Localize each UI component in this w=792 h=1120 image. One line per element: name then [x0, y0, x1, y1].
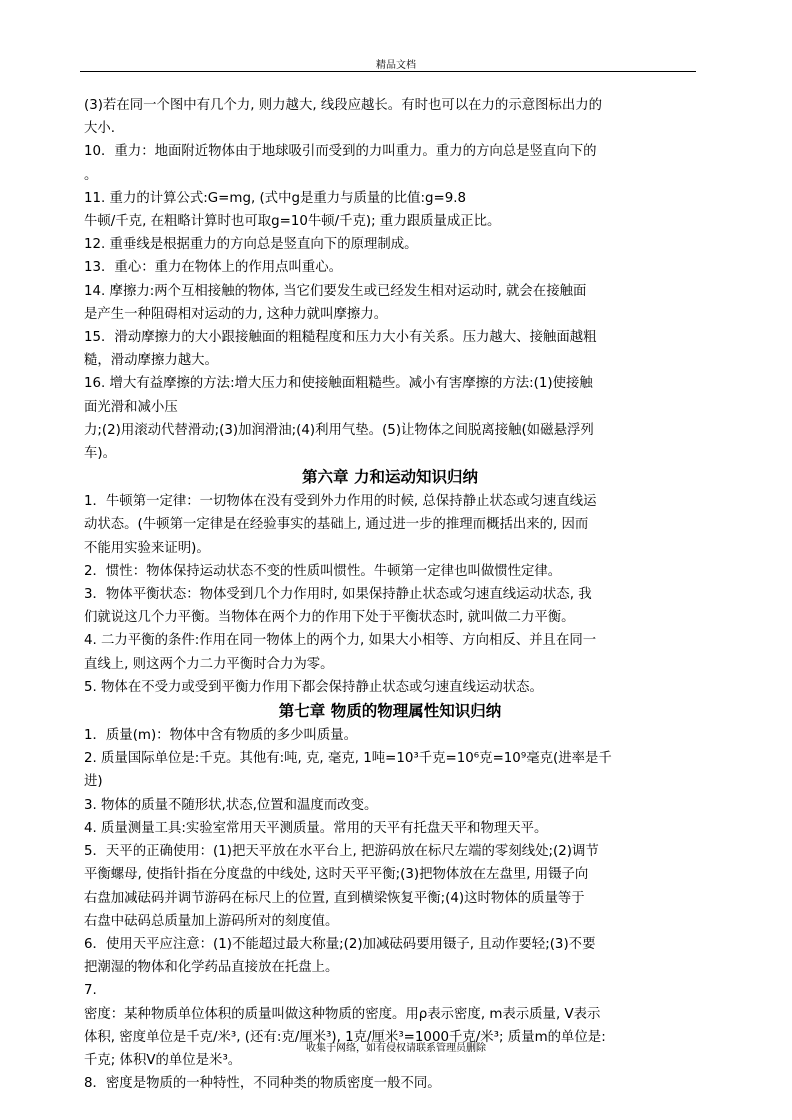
text-line: 们就说这几个力平衡。当物体在两个力的作用下处于平衡状态时, 就叫做二力平衡。: [84, 610, 575, 626]
text-line: 平衡螺母, 使指针指在分度盘的中线处, 这时天平平衡;(3)把物体放在左盘里, 用镊子向: [84, 867, 589, 883]
text-line: 1．质量(m)：物体中含有物质的多少叫质量。: [84, 728, 358, 744]
text-line: 15．滑动摩擦力的大小跟接触面的粗糙程度和压力大小有关系。压力越大、接触面越粗: [84, 330, 597, 346]
document-body: [84, 94, 696, 1095]
chapter-7-heading: 第七章 物质的物理属性知识归纳: [278, 702, 502, 721]
text-line: 16. 增大有益摩擦的方法:增大压力和使接触面粗糙些。减小有害摩擦的方法:(1)使接触: [84, 376, 593, 392]
text-line: 5．天平的正确使用：(1)把天平放在水平台上, 把游码放在标尺左端的零刻线处;(2)调节: [84, 844, 599, 860]
text-line: 。: [84, 167, 98, 183]
text-line: 13．重心：重力在物体上的作用点叫重心。: [84, 260, 343, 276]
text-line: 进): [84, 774, 103, 790]
text-line: 11. 重力的计算公式:G=mg, (式中g是重力与质量的比值:g=9.8: [84, 190, 466, 206]
page-header-title: 精品文档: [376, 60, 416, 71]
text-line: 面光滑和减小压: [84, 399, 178, 415]
text-line: 10．重力：地面附近物体由于地球吸引而受到的力叫重力。重力的方向总是竖直向下的: [84, 144, 597, 160]
text-line: 动状态。(牛顿第一定律是在经验事实的基础上, 通过进一步的推理而概括出来的, 因而: [84, 517, 589, 533]
text-line: (3)若在同一个图中有几个力, 则力越大, 线段应越长。有时也可以在力的示意图标出力的: [84, 98, 603, 113]
text-line: 右盘中砝码总质量加上游码所对的刻度值。: [84, 913, 339, 929]
text-line: 8．密度是物质的一种特性，不同种类的物质密度一般不同。: [84, 1076, 441, 1092]
text-line: 糙，滑动摩擦力越大。: [84, 353, 218, 369]
text-line: 右盘加减砝码并调节游码在标尺上的位置, 直到横梁恢复平衡;(4)这时物体的质量等于: [84, 890, 585, 906]
text-line: 千克; 体积V的单位是米³。: [84, 1052, 242, 1068]
text-line: 直线上, 则这两个力二力平衡时合力为零。: [84, 656, 334, 672]
text-line: 大小.: [84, 121, 116, 137]
text-line: 牛顿/千克, 在粗略计算时也可取g=10牛顿/千克); 重力跟质量成正比。: [84, 214, 501, 230]
page-footer-note: 收集于网络，如有侵权请联系管理员删除: [306, 1043, 486, 1054]
chapter-6-heading: 第六章 力和运动知识归纳: [302, 468, 478, 487]
text-line: 是产生一种阻碍相对运动的力, 这种力就叫摩擦力。: [84, 306, 388, 322]
text-line: 2. 质量国际单位是:千克。其他有:吨, 克, 毫克, 1吨=10³千克=10⁶克=10⁹毫克(进率是千: [84, 751, 612, 767]
text-line: 力;(2)用滚动代替滑动;(3)加润滑油;(4)利用气垫。(5)让物体之间脱离接触(如磁悬浮列: [84, 422, 594, 438]
text-line: 2．惯性：物体保持运动状态不变的性质叫惯性。牛顿第一定律也叫做惯性定律。: [84, 563, 562, 579]
text-line: 把潮湿的物体和化学药品直接放在托盘上。: [84, 960, 339, 976]
text-line: 车)。: [84, 446, 117, 462]
text-line: 1．牛顿第一定律：一切物体在没有受到外力作用的时候, 总保持静止状态或匀速直线运: [84, 494, 597, 510]
text-line: 14. 摩擦力:两个互相接触的物体, 当它们要发生或已经发生相对运动时, 就会在接触面: [84, 283, 587, 299]
text-line: 不能用实验来证明)。: [84, 540, 210, 556]
text-line: 3．物体平衡状态：物体受到几个力作用时, 如果保持静止状态或匀速直线运动状态, 我: [84, 587, 592, 603]
text-line: 密度：某种物质单位体积的质量叫做这种物质的密度。用ρ表示密度, m表示质量, V表示: [84, 1006, 601, 1022]
text-line: 4. 二力平衡的条件:作用在同一物体上的两个力, 如果大小相等、方向相反、并且在同一: [84, 633, 597, 649]
text-line: 7.: [84, 983, 97, 999]
text-line: 12. 重垂线是根据重力的方向总是竖直向下的原理制成。: [84, 237, 418, 253]
text-line: 3. 物体的质量不随形状,状态,位置和温度而改变。: [84, 797, 378, 813]
text-line: 4. 质量测量工具:实验室常用天平测质量。常用的天平有托盘天平和物理天平。: [84, 820, 548, 836]
text-line: 5. 物体在不受力或受到平衡力作用下都会保持静止状态或匀速直线运动状态。: [84, 679, 543, 695]
text-line: 体积, 密度单位是千克/米³, (还有:克/厘米³), 1克/厘米³=1000千克/米³; 质量m的单位是:: [84, 1029, 606, 1045]
header-divider: [80, 71, 696, 72]
text-line: 6．使用天平应注意：(1)不能超过最大称量;(2)加减砝码要用镊子, 且动作要轻;(3)不要: [84, 936, 596, 952]
